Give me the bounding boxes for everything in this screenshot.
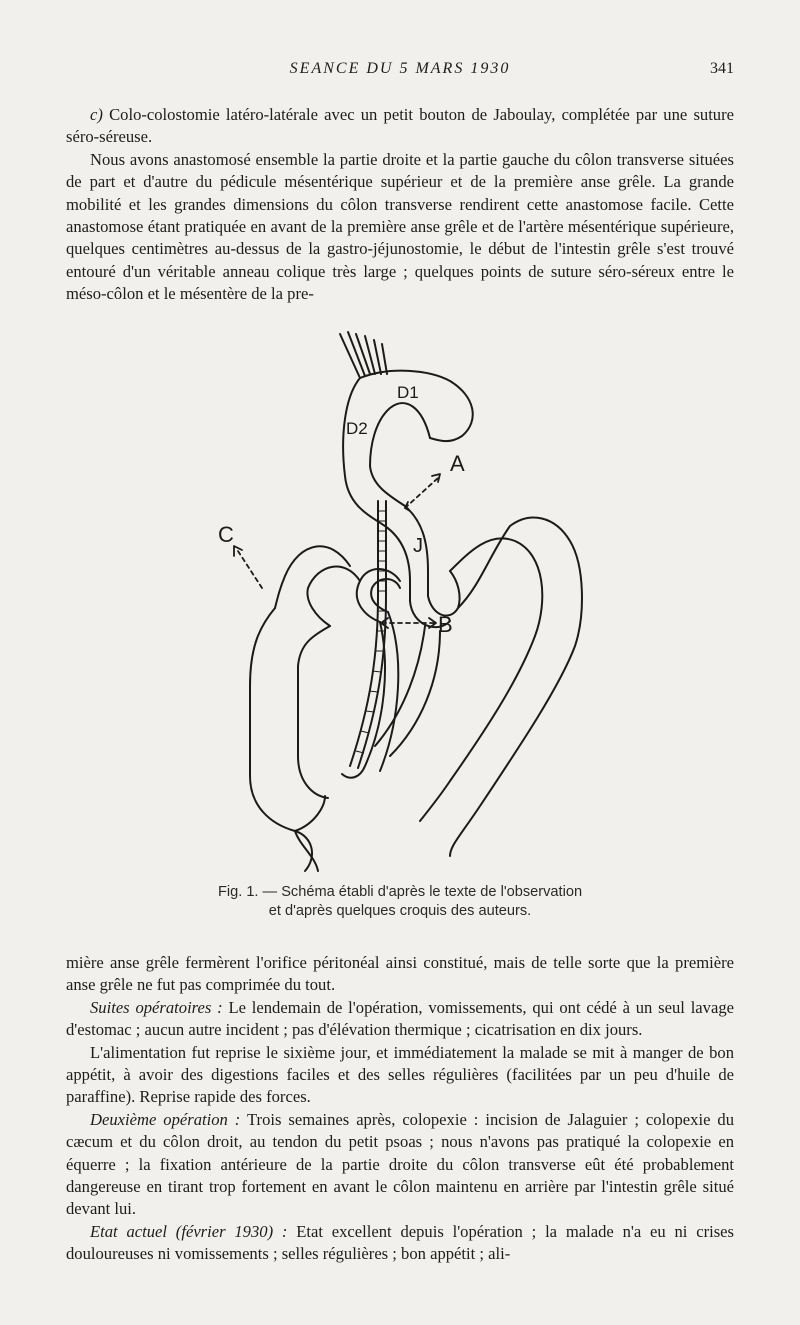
vessel-line: [382, 344, 387, 374]
top-text-block: [66, 104, 734, 306]
dashed-arrow-a: [405, 478, 438, 508]
label-d1: D1: [397, 383, 419, 402]
label-c: C: [218, 522, 234, 547]
duodenum-outline: [360, 371, 473, 441]
colon-left-loop: [307, 567, 360, 626]
colon-right-arc: [420, 538, 542, 821]
colon-descending: [295, 796, 325, 831]
paragraph-lead: c): [90, 105, 103, 124]
dashed-arrow-c: [236, 548, 262, 588]
paragraph-alimentation: [66, 1042, 734, 1109]
label-b: B: [438, 612, 453, 637]
paragraph-text: Colo-colostomie latéro-latérale avec un petit bouton de Jaboulay, complétée par une suture séro-séreuse.: [66, 105, 734, 147]
paragraph-text: mière anse grêle fermèrent l'orifice péritonéal ainsi constitué, mais de telle sorte que la première anse grêle ne fut pas comprimée du tout.: [66, 953, 734, 995]
paragraph-lead: Suites opératoires :: [90, 997, 223, 1017]
caption-line: Fig. 1. — Schéma établi d'après le texte de l'observation: [217, 884, 583, 900]
vessel-line: [374, 340, 381, 374]
bowel-fold: [375, 626, 425, 746]
colon-descending: [298, 626, 330, 798]
paragraph-anastomose: [66, 149, 734, 306]
label-j: J: [413, 535, 423, 557]
colon-loop: [428, 571, 460, 616]
paragraph-etat-actuel: [66, 1221, 734, 1266]
artery-line: [350, 501, 378, 766]
paragraph-continuation: [66, 952, 734, 997]
paragraph-text: Nous avons anastomosé ensemble la partie droite et la partie gauche du côlon transverse situées de part et d'autre du pédicule mésentérique supérieur et de la première anse grêle. La grande mobilité et les grandes dimensions du côlon transverse rendirent cette anastomose facile. Cette anastomose étant pratiquée en avant de la première anse grêle et de l'artère mésentérique supérieure, quelques centimètres au-dessus de la gastro-jéjunostomie, le début de l'intestin grêle s'est trouvé entouré d'un véritable anneau colique très large ; quelques points de suture séro-séreux entre le méso-côlon et le mésentère de la pre-: [66, 149, 734, 304]
paragraph-text: Etat excellent depuis l'opération ; la malade n'a eu ni crises douloureuses ni vomissements ; selles régulières ; bon appétit ; ali-: [66, 1221, 734, 1264]
label-d2: D2: [346, 419, 368, 438]
paragraph-colo-colostomie: [66, 104, 734, 149]
colon-right-arc: [450, 518, 582, 856]
paragraph-suites-operatoires: [66, 997, 734, 1042]
caption-line: et d'après quelques croquis des auteurs.: [268, 903, 532, 919]
duodenum-inner: [370, 403, 430, 506]
paragraph-lead: Deuxième opération :: [90, 1109, 241, 1129]
vessel-line: [356, 334, 370, 374]
page-number: 341: [710, 60, 734, 77]
page-header: [66, 60, 734, 84]
anatomical-diagram: [200, 326, 620, 876]
colon-left-loop: [275, 546, 350, 608]
jejunum-outline: [385, 526, 410, 601]
bowel-fold: [342, 622, 385, 778]
running-title: SEANCE DU 5 MARS 1930: [289, 60, 511, 77]
paragraph-text: Le lendemain de l'opération, vomissements, qui ont cédé à un seul lavage d'estomac ; aucun autre incident ; pas d'élévation thermique ; cicatrisation en dix jours.: [66, 997, 734, 1040]
paragraph-lead: Etat actuel (février 1930) :: [90, 1221, 288, 1241]
paragraph-text: Trois semaines après, colopexie : incision de Jalaguier ; colopexie du cæcum et du côlon droit, au tendon du petit psoas ; nous n'avons pas pratiqué la colopexie en équerre ; la fixation antérieure de la partie droite du côlon transverse eût été probablement dangereuse en tirant trop fortement en avant le côlon maintenu en arrière par l'intestin grêle situé devant lui.: [66, 1109, 734, 1219]
bottom-text-block: [66, 952, 734, 1266]
paragraph-deuxieme-operation: [66, 1109, 734, 1221]
figure-caption: [160, 883, 640, 921]
paragraph-text: L'alimentation fut reprise le sixième jour, et immédiatement la malade se mit à manger de bon appétit, à avoir des digestions faciles et des selles régulières (facilitées par un peu d'huile de paraffine). Reprise rapide des forces.: [66, 1042, 734, 1107]
label-a: A: [450, 451, 465, 476]
